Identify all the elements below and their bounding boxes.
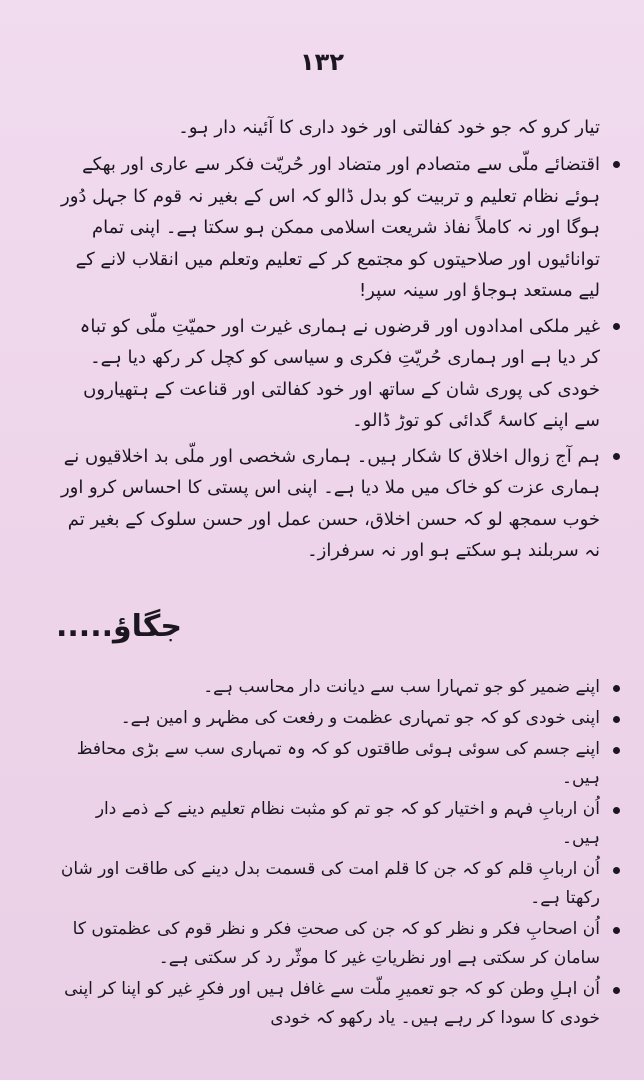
- page-body: [56, 112, 600, 1035]
- bullet-icon: [613, 987, 620, 994]
- bullet-icon: [613, 747, 620, 754]
- list-item-text: ہم آج زوال اخلاق کا شکار ہیں۔ ہماری شخصی اور ملّی بد اخلاقیوں نے ہماری عزت کو خاک میں ملا دیا ہے۔ اپنی اس پستی کا احساس کرو اور خوب سمجھ لو کہ حسن اخلاق، حسن عمل اور حسن سلوک کے بغیر تم نہ سربلند ہو سکتے ہو اور نہ سرفراز۔: [60, 445, 600, 561]
- list-item-text: اقتضائے ملّی سے متصادم اور متضاد اور حُریّت فکر سے عاری اور بھکے ہوئے نظام تعلیم و تربیت کو بدل ڈالو کہ اس کے بغیر نہ قوم کا جہل دُور ہوگا اور نہ کاملاً نفاذ شریعت اسلامی ممکن ہو سکتا ہے۔ اپنی تمام توانائیوں اور صلاحیتوں کو مجتمع کر کے تعلیم وتعلم میں انقلاب لانے کے لیے مستعد ہوجاؤ اور سینہ سپر!: [61, 154, 600, 301]
- list-item-text: غیر ملکی امدادوں اور قرضوں نے ہماری غیرت اور حمیّتِ ملّی کو تباہ کر دیا ہے اور ہماری حُریّتِ فکری و سیاسی کو کچل کر رکھ دیا ہے۔ خودی کی پوری شان کے ساتھ اور خود کفالتی اور قناعت کے ہتھیاروں سے اپنے کاسۂ گدائی کو توڑ ڈالو۔: [79, 315, 600, 431]
- list-item: [56, 441, 600, 567]
- list-item-text: اُن اہلِ وطن کو کہ جو تعمیرِ ملّت سے غافل ہیں اور فکرِ غیر کو اپنا کر اپنی خودی کا سودا کر رہے ہیں۔ یاد رکھو کہ خودی: [64, 978, 600, 1028]
- list-item: [56, 311, 600, 437]
- list-item: [56, 673, 600, 702]
- list-item: [56, 735, 600, 793]
- bullet-icon: [613, 867, 620, 874]
- section-heading-text: جگاؤ.....: [56, 608, 182, 644]
- bullet-icon: [613, 323, 620, 330]
- list-item: [56, 855, 600, 913]
- bullet-icon: [613, 161, 620, 168]
- bullet-icon: [613, 927, 620, 934]
- list-item-text: اپنی خودی کو کہ جو تمہاری عظمت و رفعت کی مظہر و امین ہے۔: [120, 707, 600, 728]
- bullet-icon: [613, 807, 620, 814]
- bullet-list-2: [56, 673, 600, 1033]
- list-item: [56, 795, 600, 853]
- bullet-list-1: [56, 149, 600, 567]
- list-item: [56, 915, 600, 973]
- lead-line: تیار کرو کہ جو خود کفالتی اور خود داری کا آئینہ دار ہو۔: [178, 117, 600, 138]
- list-item: [56, 149, 600, 307]
- bullet-icon: [613, 453, 620, 460]
- page-number: ۱۳۲: [300, 48, 344, 76]
- list-item-text: اپنے جسم کی سوئی ہوئی طاقتوں کو کہ وہ تمہاری سب سے بڑی محافظ ہیں۔: [76, 738, 600, 788]
- list-item-text: اُن اربابِ فہم و اختیار کو کہ جو تم کو مثبت نظام تعلیم دینے کے ذمے دار ہیں۔: [95, 798, 600, 848]
- list-item: [56, 704, 600, 733]
- bullet-icon: [613, 685, 620, 692]
- list-item-text: اپنے ضمیر کو جو تمہارا سب سے دیانت دار محاسب ہے۔: [203, 676, 600, 697]
- bullet-icon: [613, 716, 620, 723]
- section-heading: [56, 607, 600, 647]
- list-item-text: اُن اصحابِ فکر و نظر کو کہ جن کی صحتِ فکر و نظر قوم کی عظمتوں کا سامان کر سکتی ہے اور نظریاتِ غیر کا موثّر رد کر سکتی ہے۔: [72, 918, 600, 968]
- list-item: [56, 975, 600, 1033]
- list-item-text: اُن اربابِ قلم کو کہ جن کا قلم امت کی قسمت بدل دینے کی طاقت اور شان رکھتا ہے۔: [60, 858, 600, 908]
